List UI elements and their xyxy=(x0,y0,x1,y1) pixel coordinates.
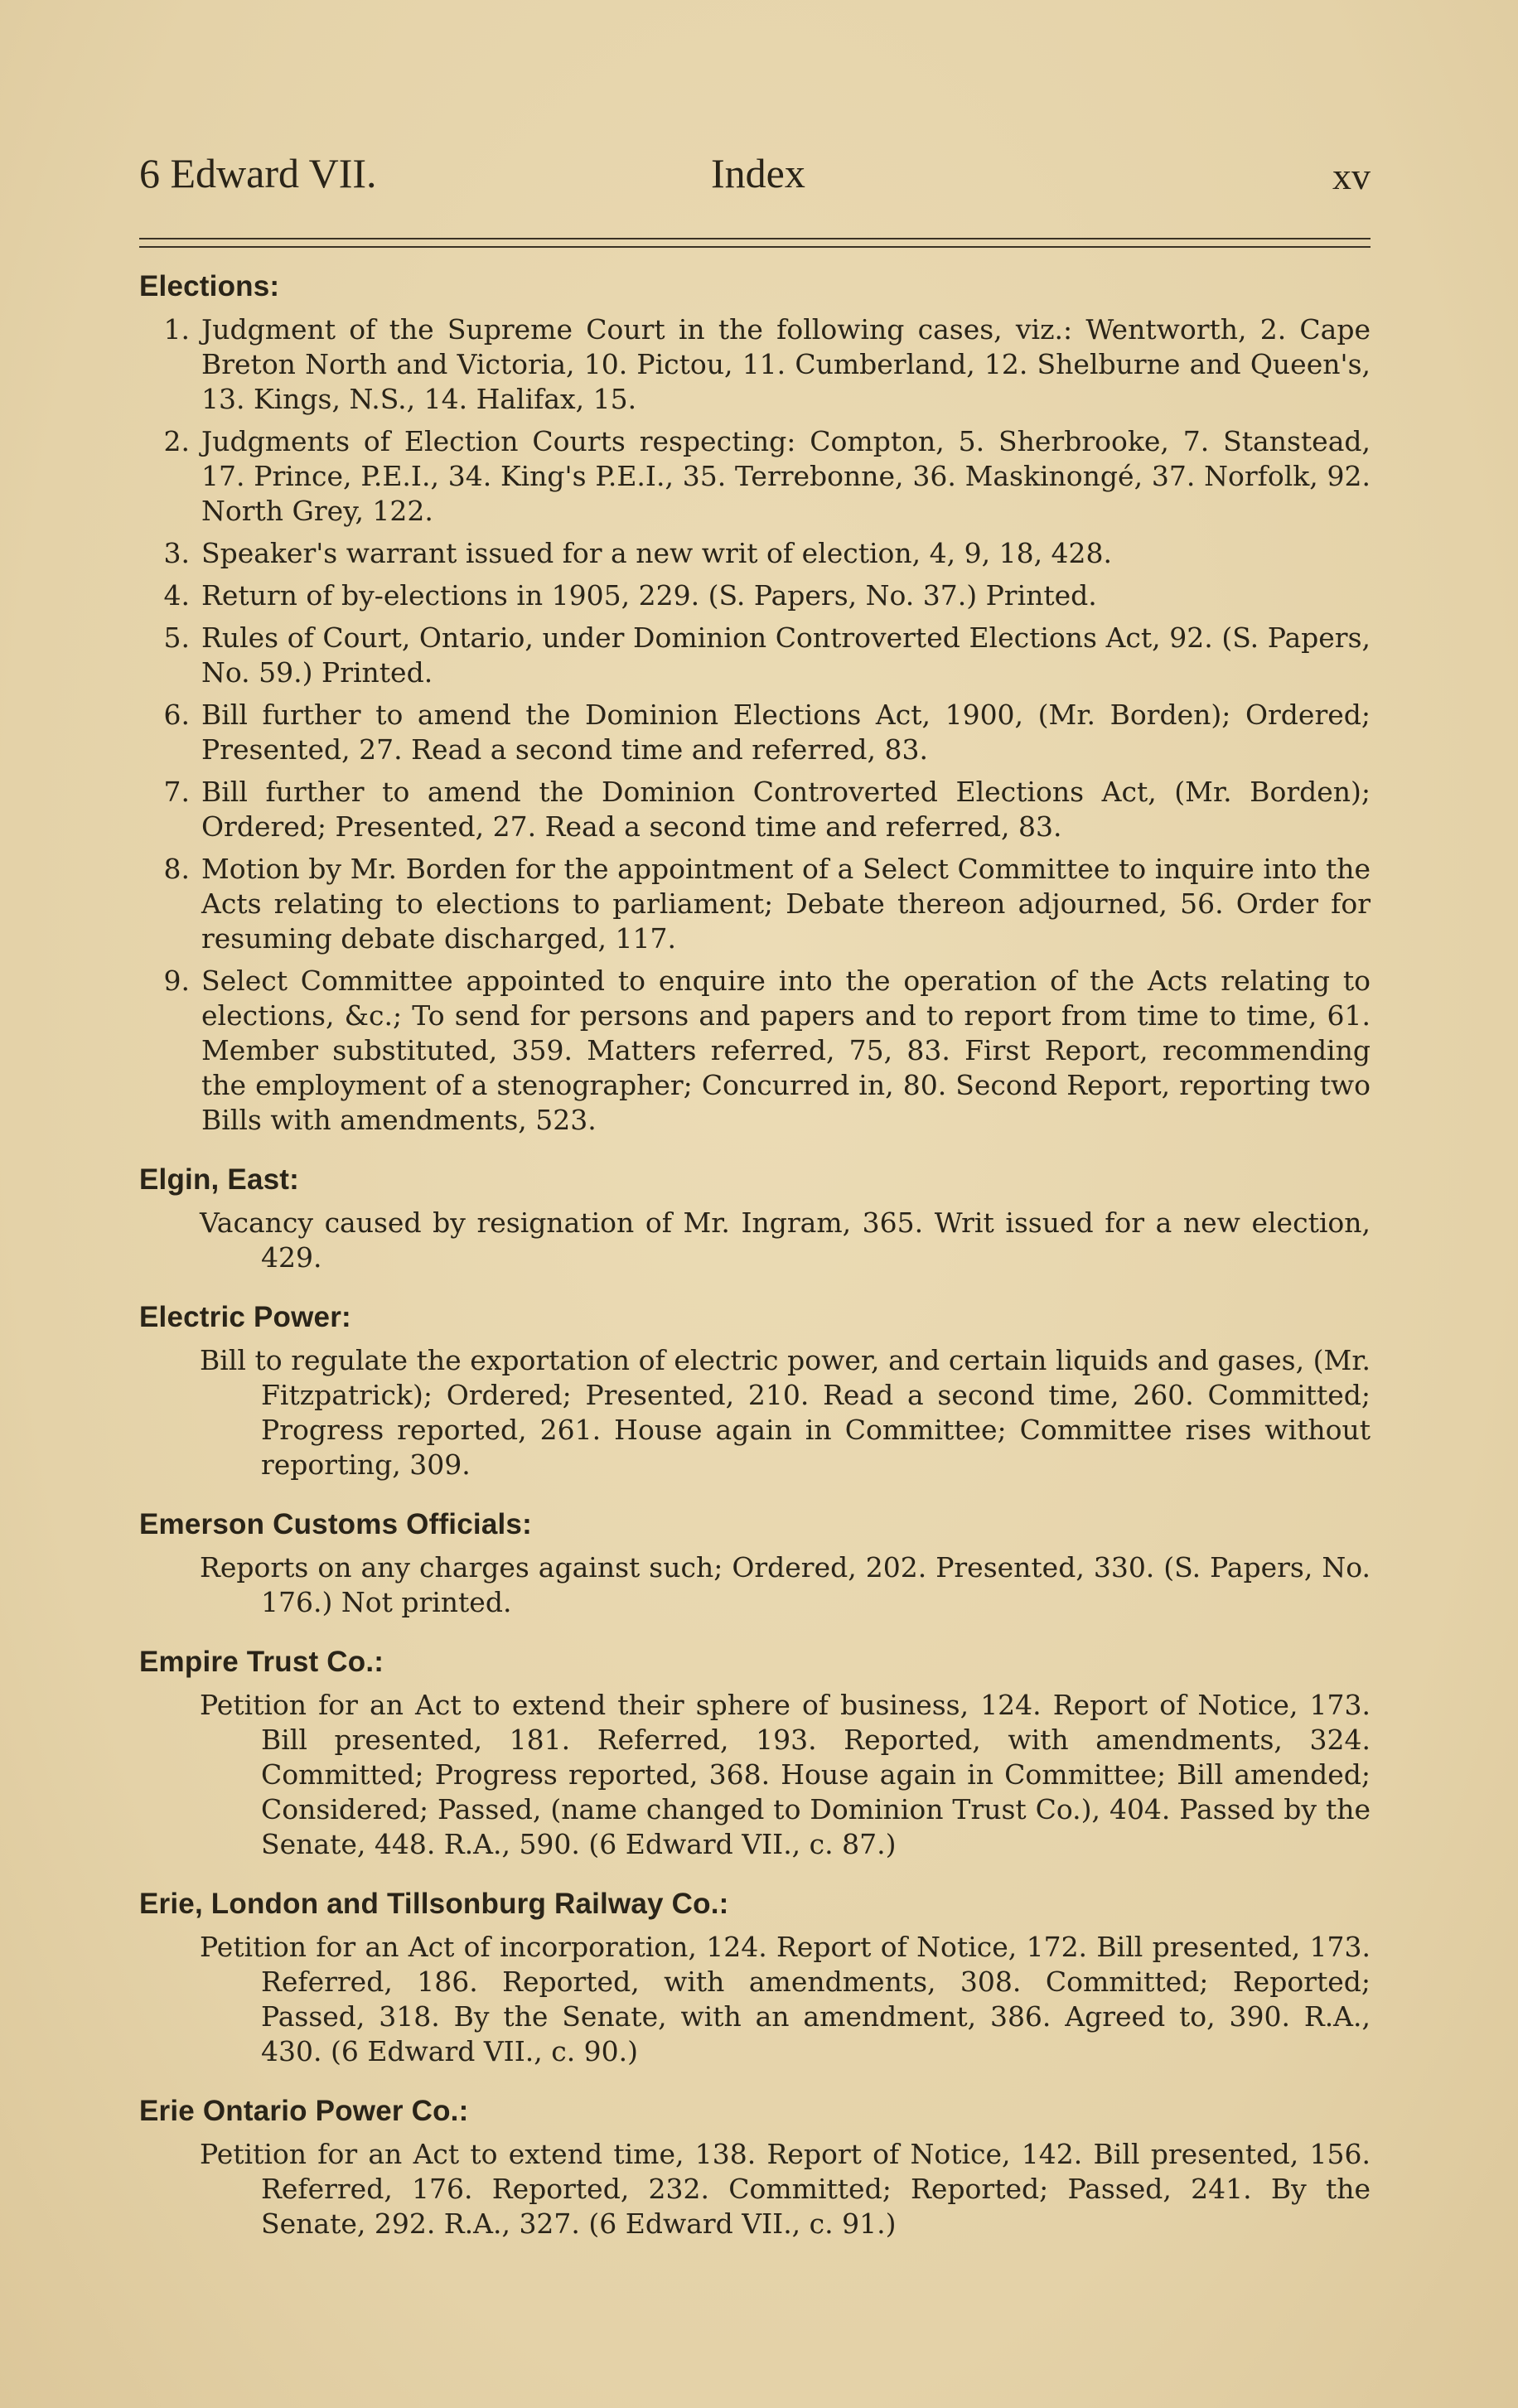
subentry-number: 2. xyxy=(163,425,190,457)
entry-heading: Erie Ontario Power Co.: xyxy=(139,2095,469,2127)
subentry-number: 5. xyxy=(163,621,190,654)
subentry xyxy=(139,698,1371,767)
subentry-text: Speaker's warrant issued for a new writ of election, 4, 9, 18, 428. xyxy=(201,537,1113,569)
subentry xyxy=(139,312,1371,417)
header-rule-top xyxy=(139,238,1371,239)
index-entry-erie-london-tillsonburg xyxy=(139,1887,1371,2069)
subentry xyxy=(139,964,1371,1138)
subentry-number: 6. xyxy=(163,699,190,731)
subentry-text: Judgments of Election Courts respecting: Compton, 5. Sherbrooke, 7. Stanstead, 17. Prince, P.E.I., 34. King's P.E.I., 35. Terrebonne, 36. Maskinongé, 37. Norfolk, 92. North Grey, 122. xyxy=(201,425,1371,527)
index-entry-erie-ontario-power xyxy=(139,2094,1371,2241)
subentry-text: Bill further to amend the Dominion Controverted Elections Act, (Mr. Borden); Ordered; Presented, 27. Read a second time and referred, 83. xyxy=(201,776,1371,843)
subentry-text: Rules of Court, Ontario, under Dominion Controverted Elections Act, 92. (S. Papers, No. 59.) Printed. xyxy=(201,621,1371,689)
entry-heading: Elections: xyxy=(139,270,280,302)
page-number: xv xyxy=(1332,155,1371,197)
entry-heading: Elgin, East: xyxy=(139,1163,299,1196)
index-content xyxy=(139,269,1371,2266)
entry-text: Vacancy caused by resignation of Mr. Ingram, 365. Writ issued for a new election, 429. xyxy=(200,1206,1371,1274)
header-rule-bottom xyxy=(139,246,1371,248)
subentry xyxy=(139,852,1371,956)
subentry-number: 1. xyxy=(163,313,190,346)
subentry xyxy=(139,621,1371,690)
entry-text: Bill to regulate the exportation of electric power, and certain liquids and gases, (Mr. Fitzpatrick); Ordered; Presented, 210. Read a second time, 260. Committed; Progress reported, 261. House again in Committee; Committee rises without reporting, 309. xyxy=(200,1344,1371,1481)
subentry xyxy=(139,424,1371,529)
entry-text: Reports on any charges against such; Ordered, 202. Presented, 330. (S. Papers, No. 176.) Not printed. xyxy=(200,1551,1371,1618)
subentry xyxy=(139,578,1371,613)
subentry-text: Bill further to amend the Dominion Elections Act, 1900, (Mr. Borden); Ordered; Presented, 27. Read a second time and referred, 83. xyxy=(201,699,1371,766)
entry-text: Petition for an Act to extend their sphere of business, 124. Report of Notice, 173. Bill presented, 181. Referred, 193. Reported, with amendments, 324. Committed; Progress reported, 368. House again in Committee; Bill amended; Considered; Passed, (name changed to Dominion Trust Co.), 404. Passed by the Senate, 448. R.A., 590. (6 Edward VII., c. 87.) xyxy=(200,1689,1371,1860)
subentry-list xyxy=(139,312,1371,1138)
subentry xyxy=(139,536,1371,571)
subentry-number: 4. xyxy=(163,579,190,612)
subentry xyxy=(139,775,1371,844)
subentry-number: 3. xyxy=(163,537,190,569)
running-head-left: 6 Edward VII. xyxy=(139,150,377,196)
entry-heading: Electric Power: xyxy=(139,1301,351,1333)
subentry-number: 9. xyxy=(163,965,190,997)
running-head-title: Index xyxy=(711,150,805,196)
index-entry-elections xyxy=(139,269,1371,1138)
subentry-number: 7. xyxy=(163,776,190,808)
index-entry-empire-trust xyxy=(139,1645,1371,1862)
subentry-text: Judgment of the Supreme Court in the following cases, viz.: Wentworth, 2. Cape Breton North and Victoria, 10. Pictou, 11. Cumberland, 12. Shelburne and Queen's, 13. Kings, N.S., 14. Halifax, 15. xyxy=(201,313,1371,415)
subentry-text: Motion by Mr. Borden for the appointment of a Select Committee to inquire into the Acts relating to elections to parliament; Debate thereon adjourned, 56. Order for resuming debate discharged, 117. xyxy=(201,853,1371,955)
entry-text: Petition for an Act to extend time, 138. Report of Notice, 142. Bill presented, 156. Referred, 176. Reported, 232. Committed; Reported; Passed, 241. By the Senate, 292. R.A., 327. (6 Edward VII., c. 91.) xyxy=(200,2138,1371,2240)
index-entry-elgin-east xyxy=(139,1163,1371,1275)
running-head xyxy=(139,149,1371,207)
index-entry-emerson-customs xyxy=(139,1507,1371,1620)
entry-text: Petition for an Act of incorporation, 124. Report of Notice, 172. Bill presented, 173. Referred, 186. Reported, with amendments, 308. Committed; Reported; Passed, 318. By the Senate, with an amendment, 386. Agreed to, 390. R.A., 430. (6 Edward VII., c. 90.) xyxy=(200,1931,1371,2067)
index-entry-electric-power xyxy=(139,1300,1371,1482)
subentry-text: Return of by-elections in 1905, 229. (S. Papers, No. 37.) Printed. xyxy=(201,579,1097,612)
subentry-number: 8. xyxy=(163,853,190,885)
entry-heading: Emerson Customs Officials: xyxy=(139,1508,532,1540)
subentry-text: Select Committee appointed to enquire into the operation of the Acts relating to elections, &c.; To send for persons and papers and to report from time to time, 61. Member substituted, 359. Matters referred, 75, 83. First Report, recommending the employment of a stenographer; Concurred in, 80. Second Report, reporting two Bills with amendments, 523. xyxy=(201,965,1371,1136)
entry-heading: Empire Trust Co.: xyxy=(139,1646,384,1678)
entry-heading: Erie, London and Tillsonburg Railway Co.: xyxy=(139,1888,729,1920)
